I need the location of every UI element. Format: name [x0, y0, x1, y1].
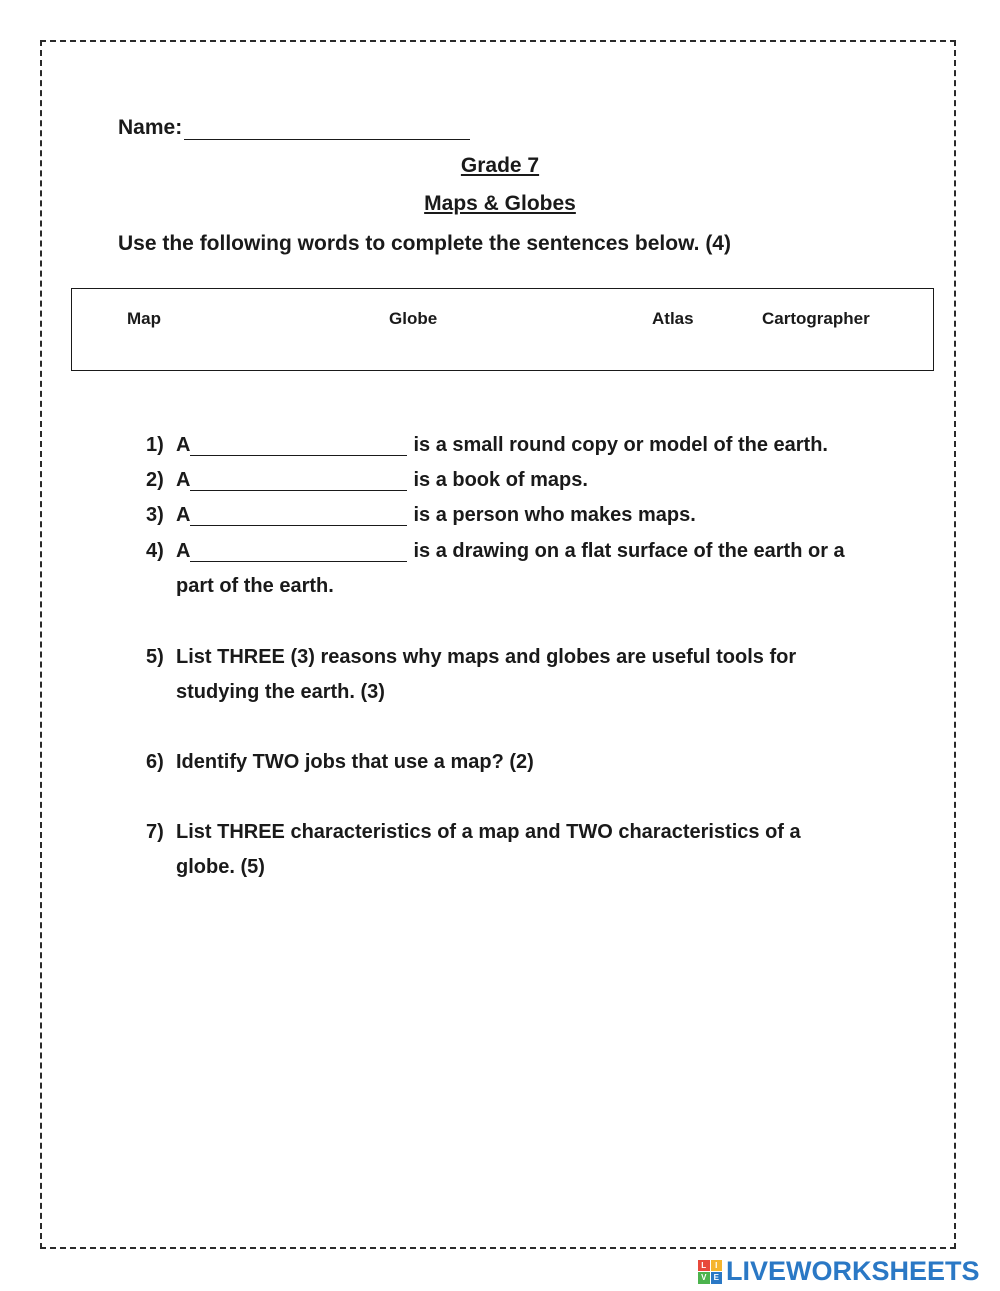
question-prefix: A [176, 469, 191, 491]
name-label: Name: [118, 116, 183, 139]
question-text: List THREE (3) reasons why maps and globes are useful tools for [176, 646, 797, 668]
question-number: 6) [146, 751, 164, 773]
question-text: Identify TWO jobs that use a map? (2) [176, 751, 534, 773]
question-3 [146, 498, 906, 533]
logo-letter: I [711, 1260, 723, 1272]
word-map: Map [127, 309, 161, 328]
question-text-continued: studying the earth. (3) [176, 681, 385, 703]
question-prefix: A [176, 504, 191, 526]
question-text: is a person who makes maps. [413, 504, 696, 526]
logo-icon [698, 1260, 722, 1284]
question-text-continued: globe. (5) [176, 856, 265, 878]
question-text: is a book of maps. [413, 469, 588, 491]
grade-heading: Grade 7 [460, 154, 540, 177]
instructions: Use the following words to complete the sentences below. (4) [118, 232, 731, 255]
question-prefix: A [176, 540, 191, 562]
question-2 [146, 463, 906, 498]
question-number: 3) [146, 504, 164, 526]
question-text: is a small round copy or model of the earth. [413, 434, 828, 456]
answer-blank-1[interactable] [190, 431, 407, 456]
question-prefix: A [176, 434, 191, 456]
answer-blank-2[interactable] [190, 466, 407, 491]
logo-text: LIVEWORKSHEETS [726, 1256, 980, 1286]
word-cartographer: Cartographer [762, 309, 870, 328]
word-bank [71, 288, 934, 371]
liveworksheets-logo [698, 1256, 980, 1287]
name-row [118, 116, 470, 140]
question-text: is a drawing on a flat surface of the earth or a [413, 540, 845, 562]
question-6 [146, 745, 906, 780]
question-number: 4) [146, 540, 164, 562]
question-number: 2) [146, 469, 164, 491]
question-5 [146, 640, 906, 703]
question-number: 7) [146, 821, 164, 843]
word-atlas: Atlas [652, 309, 694, 328]
logo-letter: E [711, 1272, 723, 1284]
logo-letter: V [698, 1272, 710, 1284]
question-7 [146, 815, 906, 878]
name-input-line[interactable] [184, 119, 470, 140]
question-number: 1) [146, 434, 164, 456]
logo-letter: L [698, 1260, 710, 1272]
answer-blank-4[interactable] [190, 537, 407, 562]
word-globe: Globe [389, 309, 438, 328]
question-number: 5) [146, 646, 164, 668]
answer-blank-3[interactable] [190, 501, 407, 526]
question-1 [146, 428, 906, 463]
question-text-continued: part of the earth. [176, 575, 334, 597]
page-title: Maps & Globes [424, 192, 576, 215]
question-4 [146, 534, 906, 597]
question-text: List THREE characteristics of a map and TWO characteristics of a [176, 821, 801, 843]
